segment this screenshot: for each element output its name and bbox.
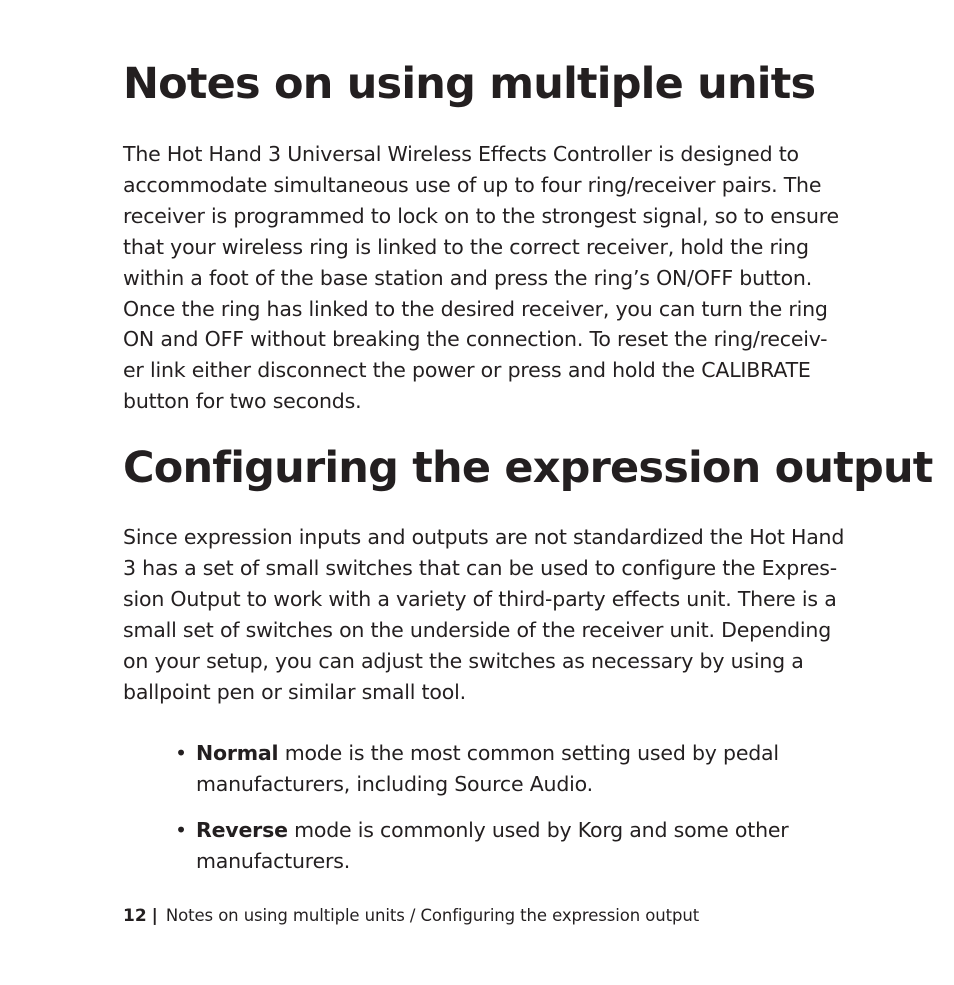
paragraph-line: ballpoint pen or similar small tool. (123, 679, 466, 704)
paragraph-line: Once the ring has linked to the desired receiver, you can turn the ring (123, 296, 828, 321)
bullet-dot: • (175, 818, 187, 842)
bullet-item-normal (175, 738, 779, 799)
bullet-text: mode is commonly used by Korg and some other (287, 818, 789, 842)
paragraph-line: on your setup, you can adjust the switches as necessary by using a (123, 648, 804, 673)
running-title: Notes on using multiple units / Configuring the expression output (165, 906, 700, 925)
footer-separator: | (151, 906, 158, 926)
bullet-line: manufacturers. (196, 848, 351, 873)
section-heading-expression-output: Configuring the expression output (123, 443, 933, 493)
page-number: 12 (123, 906, 147, 926)
paragraph-line: Since expression inputs and outputs are not standardized the Hot Hand (123, 525, 845, 549)
paragraph-line: ON and OFF without breaking the connection. To reset the ring/receiv- (123, 327, 828, 352)
paragraph-line: accommodate simultaneous use of up to four ring/receiver pairs. The (123, 172, 822, 197)
bullet-item-reverse (175, 815, 789, 876)
paragraph-line: The Hot Hand 3 Universal Wireless Effects Controller is designed to (123, 142, 799, 166)
paragraph-line: within a foot of the base station and press the ring’s ON/OFF button. (123, 265, 813, 290)
bullet-line (175, 738, 779, 769)
paragraph-line: er link either disconnect the power or press and hold the CALIBRATE (123, 358, 811, 383)
paragraph-line: button for two seconds. (123, 389, 362, 414)
bullet-term: Normal (196, 741, 279, 765)
bullet-dot: • (175, 741, 187, 765)
page-footer (123, 904, 699, 928)
paragraph-line: small set of switches on the underside of the receiver unit. Depending (123, 617, 832, 642)
paragraph-line: sion Output to work with a variety of third-party effects unit. There is a (123, 586, 837, 611)
section-heading-multiple-units: Notes on using multiple units (123, 59, 816, 109)
bullet-term: Reverse (196, 818, 288, 842)
paragraph-expression-output (123, 522, 844, 707)
paragraph-multiple-units (123, 139, 839, 417)
bullet-line (175, 815, 789, 846)
paragraph-line: receiver is programmed to lock on to the strongest signal, so to ensure (123, 203, 839, 228)
paragraph-line: that your wireless ring is linked to the correct receiver, hold the ring (123, 234, 809, 259)
bullet-line: manufacturers, including Source Audio. (196, 771, 593, 796)
bullet-text: mode is the most common setting used by pedal (278, 741, 779, 765)
paragraph-line: 3 has a set of small switches that can be used to configure the Expres- (123, 555, 837, 580)
